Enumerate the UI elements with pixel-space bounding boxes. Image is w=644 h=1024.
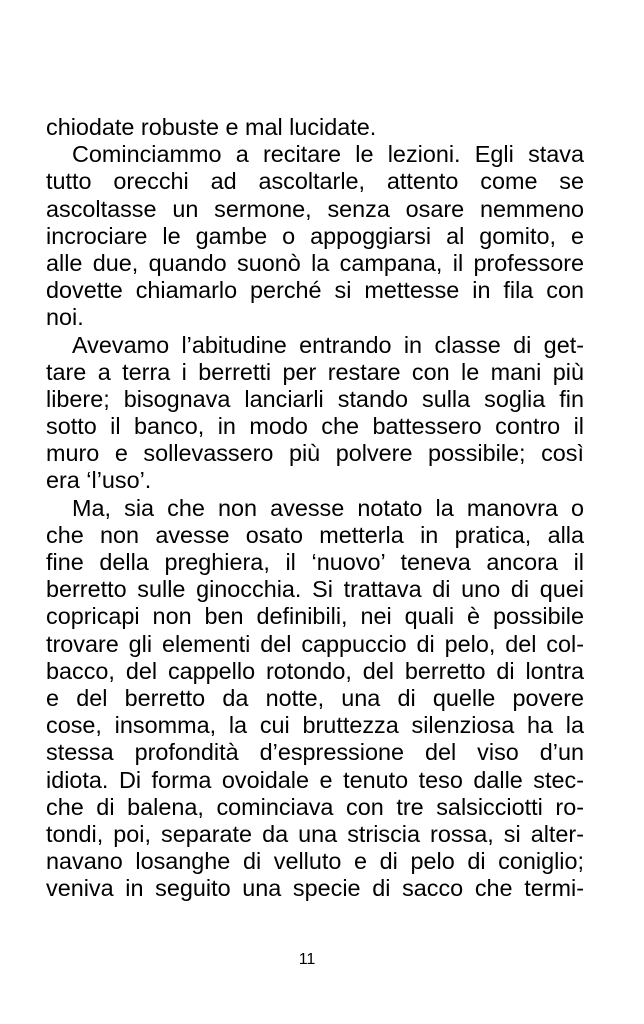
text-line: cose, insomma, la cui bruttezza silenziosa ha la [46,712,584,739]
text-line: che non avesse osato metterla in pratica, alla [46,521,584,548]
text-line: dovette chiamarlo perché si mettesse in fila con [46,277,584,304]
text-line: copricapi non ben definibili, nei quali è possibile [46,603,584,630]
page-number: 11 [298,951,316,968]
text-line: incrociare le gambe o appoggiarsi al gomito, e [46,222,584,249]
text-line: veniva in seguito una specie di sacco che termi- [46,875,584,902]
text-line: Cominciammo a recitare le lezioni. Egli stava [72,141,584,168]
text-line: berretto sulle ginocchia. Si trattava di uno di quei [46,576,584,603]
text-line: trovare gli elementi del cappuccio di pelo, del col- [46,630,584,657]
text-line: tondi, poi, separate da una striscia rossa, si alter- [46,820,584,847]
text-line: Ma, sia che non avesse notato la manovra o [72,494,584,521]
text-line: idiota. Di forma ovoidale e tenuto teso dalle stec- [46,766,584,793]
text-line: tutto orecchi ad ascoltarle, attento come se [46,168,584,195]
text-line: stessa profondità d’espressione del viso d’un [46,739,584,766]
paragraph [46,114,584,141]
text-line: e del berretto da notte, una di quelle povere [46,684,584,711]
paragraph [46,141,584,331]
text-line: sotto il banco, in modo che battessero contro il [46,413,584,440]
text-line: alle due, quando suonò la campana, il professore [46,249,584,276]
text-line: noi. [46,304,84,331]
text-line: bacco, del cappello rotondo, del berretto di lontra [46,657,584,684]
text-line: fine della preghiera, il ‘nuovo’ teneva ancora il [46,549,584,575]
body-text [46,114,584,902]
text-line: tare a terra i berretti per restare con le mani più [46,358,584,385]
text-line: chiodate robuste e mal lucidate. [46,114,377,140]
text-line: ascoltasse un sermone, senza osare nemmeno [46,195,584,222]
text-line: era ‘l’uso’. [46,467,152,494]
paragraph [46,332,584,495]
text-line: muro e sollevassero più polvere possibile; così [46,440,584,467]
text-line: libere; bisognava lanciarli stando sulla soglia fin [46,385,584,412]
text-line: navano losanghe di velluto e di pelo di coniglio; [46,848,584,875]
text-line: che di balena, cominciava con tre salsicciotti ro- [46,793,584,820]
paragraph [46,495,584,903]
text-line: Avevamo l’abitudine entrando in classe di get- [72,331,584,358]
